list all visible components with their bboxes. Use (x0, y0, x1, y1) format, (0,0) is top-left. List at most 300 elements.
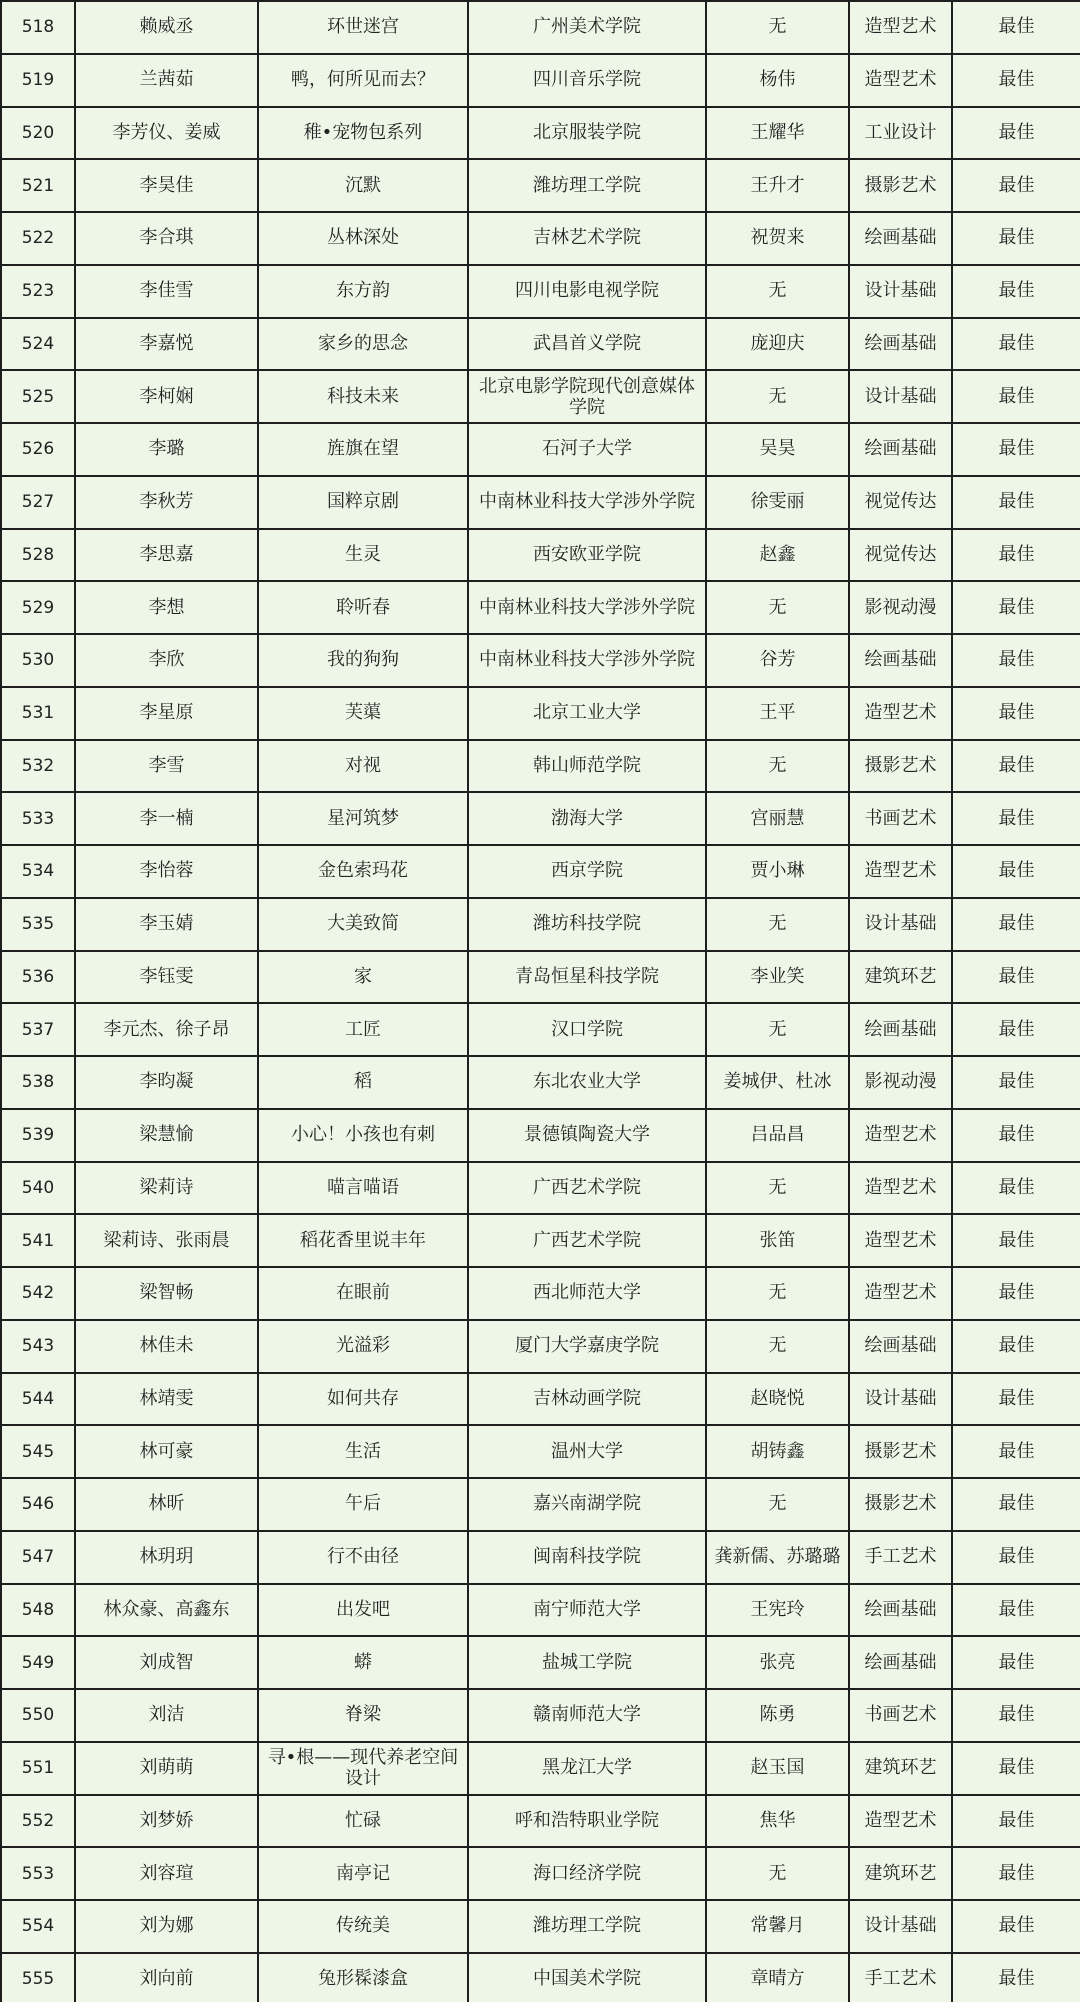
work-title-cell: 我的狗狗 (258, 634, 468, 687)
work-title-cell: 午后 (258, 1478, 468, 1531)
table-row (1, 1584, 1080, 1637)
award-level-cell: 最佳 (952, 687, 1080, 740)
table-row (1, 1478, 1080, 1531)
award-level-cell: 最佳 (952, 529, 1080, 582)
author-name-cell: 林可豪 (75, 1425, 258, 1478)
entry-number-cell: 547 (1, 1531, 75, 1584)
author-name-cell: 刘洁 (75, 1689, 258, 1742)
author-name-cell: 梁慧愉 (75, 1109, 258, 1162)
entry-number-cell: 522 (1, 212, 75, 265)
work-title-cell: 家乡的思念 (258, 318, 468, 371)
category-cell: 造型艺术 (849, 1, 952, 54)
advisor-name-cell: 王耀华 (706, 107, 849, 160)
author-name-cell: 李思嘉 (75, 529, 258, 582)
entry-number-cell: 538 (1, 1056, 75, 1109)
advisor-name-cell: 章晴方 (706, 1953, 849, 2002)
author-name-cell: 梁莉诗 (75, 1162, 258, 1215)
table-row (1, 1742, 1080, 1795)
school-name-cell: 中南林业科技大学涉外学院 (468, 634, 706, 687)
table-row (1, 687, 1080, 740)
school-name-cell: 温州大学 (468, 1425, 706, 1478)
author-name-cell: 李嘉悦 (75, 318, 258, 371)
school-name-cell: 盐城工学院 (468, 1636, 706, 1689)
school-name-cell: 赣南师范大学 (468, 1689, 706, 1742)
work-title-cell: 寻•根——现代养老空间设计 (258, 1742, 468, 1795)
author-name-cell: 林靖雯 (75, 1373, 258, 1426)
table-row (1, 107, 1080, 160)
table-row (1, 1056, 1080, 1109)
work-title-cell: 稚•宠物包系列 (258, 107, 468, 160)
table-row (1, 1109, 1080, 1162)
category-cell: 绘画基础 (849, 423, 952, 476)
advisor-name-cell: 无 (706, 581, 849, 634)
table-row (1, 1267, 1080, 1320)
advisor-name-cell: 王宪玲 (706, 1584, 849, 1637)
award-level-cell: 最佳 (952, 740, 1080, 793)
entry-number-cell: 535 (1, 898, 75, 951)
entry-number-cell: 532 (1, 740, 75, 793)
advisor-name-cell: 张亮 (706, 1636, 849, 1689)
table-row (1, 529, 1080, 582)
author-name-cell: 林众豪、高鑫东 (75, 1584, 258, 1637)
entry-number-cell: 529 (1, 581, 75, 634)
award-level-cell: 最佳 (952, 1109, 1080, 1162)
category-cell: 设计基础 (849, 1900, 952, 1953)
entry-number-cell: 546 (1, 1478, 75, 1531)
table-row (1, 845, 1080, 898)
school-name-cell: 南宁师范大学 (468, 1584, 706, 1637)
work-title-cell: 沉默 (258, 159, 468, 212)
author-name-cell: 李一楠 (75, 792, 258, 845)
advisor-name-cell: 祝贺来 (706, 212, 849, 265)
advisor-name-cell: 张笛 (706, 1214, 849, 1267)
advisor-name-cell: 常馨月 (706, 1900, 849, 1953)
work-title-cell: 科技未来 (258, 370, 468, 423)
work-title-cell: 稻花香里说丰年 (258, 1214, 468, 1267)
award-level-cell: 最佳 (952, 1900, 1080, 1953)
award-level-cell: 最佳 (952, 845, 1080, 898)
entry-number-cell: 549 (1, 1636, 75, 1689)
award-level-cell: 最佳 (952, 159, 1080, 212)
table-row (1, 1847, 1080, 1900)
work-title-cell: 旌旗在望 (258, 423, 468, 476)
category-cell: 手工艺术 (849, 1953, 952, 2002)
table-row (1, 159, 1080, 212)
category-cell: 摄影艺术 (849, 740, 952, 793)
entry-number-cell: 544 (1, 1373, 75, 1426)
work-title-cell: 生灵 (258, 529, 468, 582)
category-cell: 造型艺术 (849, 1267, 952, 1320)
work-title-cell: 光溢彩 (258, 1320, 468, 1373)
work-title-cell: 国粹京剧 (258, 476, 468, 529)
work-title-cell: 兔形髹漆盒 (258, 1953, 468, 2002)
entry-number-cell: 543 (1, 1320, 75, 1373)
school-name-cell: 广州美术学院 (468, 1, 706, 54)
school-name-cell: 武昌首义学院 (468, 318, 706, 371)
table-row (1, 212, 1080, 265)
advisor-name-cell: 姜城伊、杜冰 (706, 1056, 849, 1109)
table-row (1, 1320, 1080, 1373)
advisor-name-cell: 无 (706, 740, 849, 793)
author-name-cell: 李芳仪、姜威 (75, 107, 258, 160)
author-name-cell: 李佳雪 (75, 265, 258, 318)
entry-number-cell: 523 (1, 265, 75, 318)
entry-number-cell: 533 (1, 792, 75, 845)
award-level-cell: 最佳 (952, 1003, 1080, 1056)
category-cell: 设计基础 (849, 1373, 952, 1426)
award-level-cell: 最佳 (952, 792, 1080, 845)
school-name-cell: 厦门大学嘉庚学院 (468, 1320, 706, 1373)
school-name-cell: 吉林动画学院 (468, 1373, 706, 1426)
advisor-name-cell: 李业笑 (706, 951, 849, 1004)
table-row (1, 318, 1080, 371)
award-level-cell: 最佳 (952, 54, 1080, 107)
author-name-cell: 赖威丞 (75, 1, 258, 54)
entry-number-cell: 537 (1, 1003, 75, 1056)
work-title-cell: 对视 (258, 740, 468, 793)
category-cell: 绘画基础 (849, 212, 952, 265)
work-title-cell: 忙碌 (258, 1795, 468, 1848)
category-cell: 设计基础 (849, 265, 952, 318)
entry-number-cell: 520 (1, 107, 75, 160)
author-name-cell: 刘向前 (75, 1953, 258, 2002)
category-cell: 摄影艺术 (849, 1478, 952, 1531)
advisor-name-cell: 无 (706, 898, 849, 951)
work-title-cell: 稻 (258, 1056, 468, 1109)
award-level-cell: 最佳 (952, 476, 1080, 529)
award-level-cell: 最佳 (952, 1531, 1080, 1584)
author-name-cell: 梁莉诗、张雨晨 (75, 1214, 258, 1267)
award-level-cell: 最佳 (952, 423, 1080, 476)
category-cell: 绘画基础 (849, 1636, 952, 1689)
entry-number-cell: 524 (1, 318, 75, 371)
category-cell: 视觉传达 (849, 476, 952, 529)
entry-number-cell: 541 (1, 1214, 75, 1267)
advisor-name-cell: 焦华 (706, 1795, 849, 1848)
category-cell: 影视动漫 (849, 581, 952, 634)
category-cell: 摄影艺术 (849, 159, 952, 212)
school-name-cell: 中国美术学院 (468, 1953, 706, 2002)
advisor-name-cell: 宫丽慧 (706, 792, 849, 845)
work-title-cell: 芙蕖 (258, 687, 468, 740)
author-name-cell: 林昕 (75, 1478, 258, 1531)
school-name-cell: 呼和浩特职业学院 (468, 1795, 706, 1848)
work-title-cell: 传统美 (258, 1900, 468, 1953)
advisor-name-cell: 陈勇 (706, 1689, 849, 1742)
category-cell: 书画艺术 (849, 792, 952, 845)
advisor-name-cell: 胡铸鑫 (706, 1425, 849, 1478)
advisor-name-cell: 徐雯丽 (706, 476, 849, 529)
award-level-cell: 最佳 (952, 1320, 1080, 1373)
award-level-cell: 最佳 (952, 1847, 1080, 1900)
award-level-cell: 最佳 (952, 1162, 1080, 1215)
advisor-name-cell: 无 (706, 1267, 849, 1320)
author-name-cell: 李元杰、徐子昂 (75, 1003, 258, 1056)
advisor-name-cell: 赵玉国 (706, 1742, 849, 1795)
advisor-name-cell: 吕品昌 (706, 1109, 849, 1162)
author-name-cell: 刘萌萌 (75, 1742, 258, 1795)
award-level-cell: 最佳 (952, 1373, 1080, 1426)
work-title-cell: 东方韵 (258, 265, 468, 318)
advisor-name-cell: 吴昊 (706, 423, 849, 476)
school-name-cell: 韩山师范学院 (468, 740, 706, 793)
table-row (1, 1531, 1080, 1584)
advisor-name-cell: 无 (706, 1320, 849, 1373)
school-name-cell: 黑龙江大学 (468, 1742, 706, 1795)
school-name-cell: 渤海大学 (468, 792, 706, 845)
work-title-cell: 南亭记 (258, 1847, 468, 1900)
advisor-name-cell: 无 (706, 1003, 849, 1056)
entry-number-cell: 548 (1, 1584, 75, 1637)
work-title-cell: 喵言喵语 (258, 1162, 468, 1215)
award-level-cell: 最佳 (952, 1636, 1080, 1689)
advisor-name-cell: 赵晓悦 (706, 1373, 849, 1426)
school-name-cell: 东北农业大学 (468, 1056, 706, 1109)
award-level-cell: 最佳 (952, 1425, 1080, 1478)
school-name-cell: 中南林业科技大学涉外学院 (468, 476, 706, 529)
advisor-name-cell: 杨伟 (706, 54, 849, 107)
table-row (1, 1900, 1080, 1953)
author-name-cell: 李想 (75, 581, 258, 634)
category-cell: 绘画基础 (849, 634, 952, 687)
school-name-cell: 闽南科技学院 (468, 1531, 706, 1584)
award-level-cell: 最佳 (952, 1, 1080, 54)
advisor-name-cell: 龚新儒、苏璐璐 (706, 1531, 849, 1584)
advisor-name-cell: 无 (706, 265, 849, 318)
work-title-cell: 金色索玛花 (258, 845, 468, 898)
entry-number-cell: 536 (1, 951, 75, 1004)
author-name-cell: 林佳未 (75, 1320, 258, 1373)
award-level-cell: 最佳 (952, 898, 1080, 951)
entry-number-cell: 521 (1, 159, 75, 212)
author-name-cell: 李合琪 (75, 212, 258, 265)
award-level-cell: 最佳 (952, 1584, 1080, 1637)
entry-number-cell: 534 (1, 845, 75, 898)
author-name-cell: 李昊佳 (75, 159, 258, 212)
advisor-name-cell: 无 (706, 1162, 849, 1215)
table-row (1, 1795, 1080, 1848)
author-name-cell: 刘容瑄 (75, 1847, 258, 1900)
work-title-cell: 如何共存 (258, 1373, 468, 1426)
entry-number-cell: 531 (1, 687, 75, 740)
school-name-cell: 西北师范大学 (468, 1267, 706, 1320)
advisor-name-cell: 无 (706, 1, 849, 54)
award-level-cell: 最佳 (952, 1742, 1080, 1795)
category-cell: 造型艺术 (849, 1214, 952, 1267)
category-cell: 工业设计 (849, 107, 952, 160)
category-cell: 摄影艺术 (849, 1425, 952, 1478)
category-cell: 造型艺术 (849, 1795, 952, 1848)
category-cell: 绘画基础 (849, 318, 952, 371)
school-name-cell: 汉口学院 (468, 1003, 706, 1056)
table-row (1, 581, 1080, 634)
category-cell: 造型艺术 (849, 54, 952, 107)
school-name-cell: 广西艺术学院 (468, 1162, 706, 1215)
table-row (1, 423, 1080, 476)
table-row (1, 476, 1080, 529)
entry-number-cell: 530 (1, 634, 75, 687)
author-name-cell: 李星原 (75, 687, 258, 740)
entry-number-cell: 518 (1, 1, 75, 54)
school-name-cell: 海口经济学院 (468, 1847, 706, 1900)
work-title-cell: 星河筑梦 (258, 792, 468, 845)
work-title-cell: 小心！小孩也有刺 (258, 1109, 468, 1162)
table-row (1, 1, 1080, 54)
entry-number-cell: 542 (1, 1267, 75, 1320)
advisor-name-cell: 赵鑫 (706, 529, 849, 582)
advisor-name-cell: 王升才 (706, 159, 849, 212)
category-cell: 造型艺术 (849, 687, 952, 740)
author-name-cell: 刘成智 (75, 1636, 258, 1689)
entry-number-cell: 551 (1, 1742, 75, 1795)
category-cell: 造型艺术 (849, 1162, 952, 1215)
entry-number-cell: 552 (1, 1795, 75, 1848)
work-title-cell: 鸭，何所见而去？ (258, 54, 468, 107)
category-cell: 手工艺术 (849, 1531, 952, 1584)
award-level-cell: 最佳 (952, 951, 1080, 1004)
table-row (1, 740, 1080, 793)
advisor-name-cell: 庞迎庆 (706, 318, 849, 371)
table-row (1, 1373, 1080, 1426)
entry-number-cell: 528 (1, 529, 75, 582)
entry-number-cell: 555 (1, 1953, 75, 2002)
table-row (1, 1425, 1080, 1478)
author-name-cell: 李秋芳 (75, 476, 258, 529)
category-cell: 建筑环艺 (849, 1847, 952, 1900)
table-row (1, 265, 1080, 318)
work-title-cell: 行不由径 (258, 1531, 468, 1584)
work-title-cell: 脊梁 (258, 1689, 468, 1742)
school-name-cell: 北京电影学院现代创意媒体学院 (468, 370, 706, 423)
author-name-cell: 李欣 (75, 634, 258, 687)
award-level-cell: 最佳 (952, 581, 1080, 634)
work-title-cell: 生活 (258, 1425, 468, 1478)
school-name-cell: 广西艺术学院 (468, 1214, 706, 1267)
school-name-cell: 景德镇陶瓷大学 (468, 1109, 706, 1162)
table-row (1, 1636, 1080, 1689)
work-title-cell: 聆听春 (258, 581, 468, 634)
entry-number-cell: 526 (1, 423, 75, 476)
entry-number-cell: 545 (1, 1425, 75, 1478)
entry-number-cell: 550 (1, 1689, 75, 1742)
school-name-cell: 潍坊科技学院 (468, 898, 706, 951)
author-name-cell: 刘梦娇 (75, 1795, 258, 1848)
category-cell: 设计基础 (849, 898, 952, 951)
author-name-cell: 李怡蓉 (75, 845, 258, 898)
category-cell: 视觉传达 (849, 529, 952, 582)
table-row (1, 898, 1080, 951)
work-title-cell: 家 (258, 951, 468, 1004)
school-name-cell: 北京工业大学 (468, 687, 706, 740)
table-row (1, 1689, 1080, 1742)
award-level-cell: 最佳 (952, 107, 1080, 160)
author-name-cell: 梁智畅 (75, 1267, 258, 1320)
school-name-cell: 北京服装学院 (468, 107, 706, 160)
work-title-cell: 出发吧 (258, 1584, 468, 1637)
table-row (1, 951, 1080, 1004)
category-cell: 建筑环艺 (849, 951, 952, 1004)
category-cell: 绘画基础 (849, 1003, 952, 1056)
award-level-cell: 最佳 (952, 318, 1080, 371)
award-level-cell: 最佳 (952, 1689, 1080, 1742)
school-name-cell: 青岛恒星科技学院 (468, 951, 706, 1004)
school-name-cell: 吉林艺术学院 (468, 212, 706, 265)
school-name-cell: 西京学院 (468, 845, 706, 898)
school-name-cell: 中南林业科技大学涉外学院 (468, 581, 706, 634)
table-row (1, 1953, 1080, 2002)
table-row (1, 1214, 1080, 1267)
award-level-cell: 最佳 (952, 1953, 1080, 2002)
advisor-name-cell: 谷芳 (706, 634, 849, 687)
school-name-cell: 潍坊理工学院 (468, 1900, 706, 1953)
award-level-cell: 最佳 (952, 1267, 1080, 1320)
award-level-cell: 最佳 (952, 265, 1080, 318)
author-name-cell: 李璐 (75, 423, 258, 476)
entry-number-cell: 525 (1, 370, 75, 423)
award-level-cell: 最佳 (952, 1478, 1080, 1531)
work-title-cell: 蟒 (258, 1636, 468, 1689)
school-name-cell: 四川音乐学院 (468, 54, 706, 107)
author-name-cell: 李雪 (75, 740, 258, 793)
award-level-cell: 最佳 (952, 1795, 1080, 1848)
award-table-body (1, 1, 1080, 2002)
advisor-name-cell: 贾小琳 (706, 845, 849, 898)
category-cell: 书画艺术 (849, 1689, 952, 1742)
table-row (1, 54, 1080, 107)
advisor-name-cell: 王平 (706, 687, 849, 740)
author-name-cell: 林玥玥 (75, 1531, 258, 1584)
entry-number-cell: 519 (1, 54, 75, 107)
school-name-cell: 石河子大学 (468, 423, 706, 476)
school-name-cell: 西安欧亚学院 (468, 529, 706, 582)
author-name-cell: 李玉婧 (75, 898, 258, 951)
school-name-cell: 潍坊理工学院 (468, 159, 706, 212)
author-name-cell: 李钰雯 (75, 951, 258, 1004)
advisor-name-cell: 无 (706, 370, 849, 423)
author-name-cell: 刘为娜 (75, 1900, 258, 1953)
table-row (1, 370, 1080, 423)
school-name-cell: 四川电影电视学院 (468, 265, 706, 318)
advisor-name-cell: 无 (706, 1847, 849, 1900)
category-cell: 影视动漫 (849, 1056, 952, 1109)
school-name-cell: 嘉兴南湖学院 (468, 1478, 706, 1531)
table-row (1, 1162, 1080, 1215)
category-cell: 设计基础 (849, 370, 952, 423)
work-title-cell: 环世迷宫 (258, 1, 468, 54)
award-level-cell: 最佳 (952, 212, 1080, 265)
award-level-cell: 最佳 (952, 1214, 1080, 1267)
table-row (1, 792, 1080, 845)
advisor-name-cell: 无 (706, 1478, 849, 1531)
author-name-cell: 兰茜茹 (75, 54, 258, 107)
work-title-cell: 丛林深处 (258, 212, 468, 265)
work-title-cell: 工匠 (258, 1003, 468, 1056)
work-title-cell: 大美致简 (258, 898, 468, 951)
category-cell: 建筑环艺 (849, 1742, 952, 1795)
entry-number-cell: 554 (1, 1900, 75, 1953)
category-cell: 绘画基础 (849, 1584, 952, 1637)
entry-number-cell: 539 (1, 1109, 75, 1162)
table-row (1, 634, 1080, 687)
author-name-cell: 李昀凝 (75, 1056, 258, 1109)
category-cell: 绘画基础 (849, 1320, 952, 1373)
author-name-cell: 李柯娴 (75, 370, 258, 423)
award-level-cell: 最佳 (952, 370, 1080, 423)
award-level-cell: 最佳 (952, 1056, 1080, 1109)
work-title-cell: 在眼前 (258, 1267, 468, 1320)
category-cell: 造型艺术 (849, 845, 952, 898)
award-level-cell: 最佳 (952, 634, 1080, 687)
